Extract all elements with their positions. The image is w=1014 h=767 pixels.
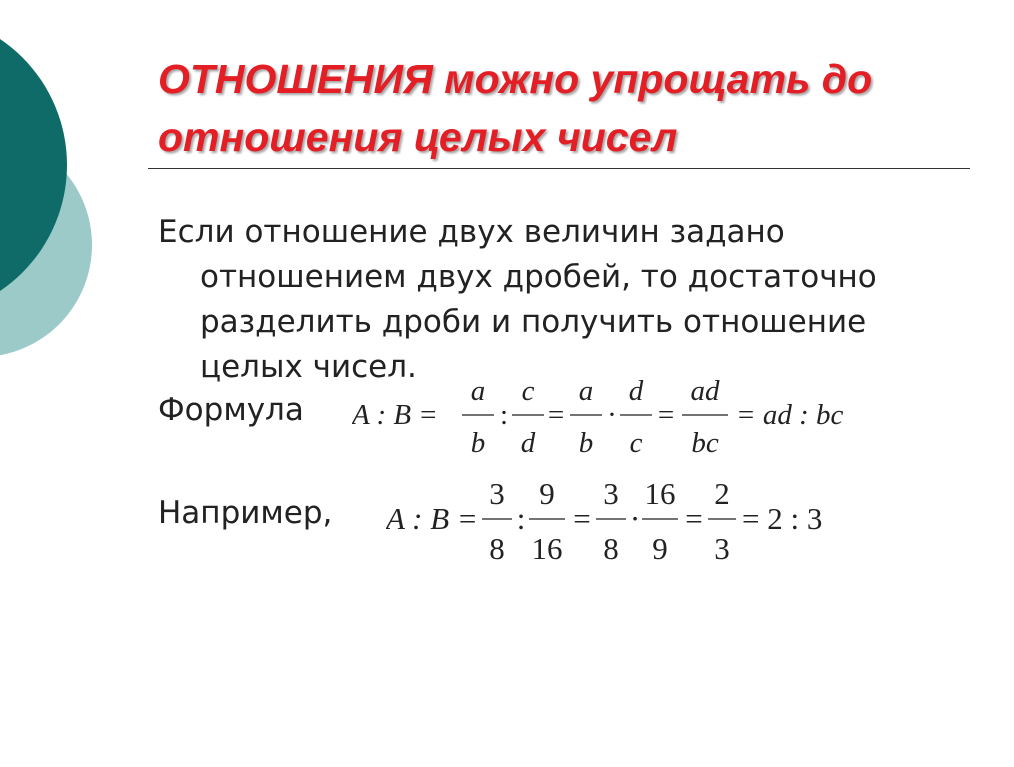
example-frac3-num: 3 — [603, 476, 619, 511]
formula-frac5-num: ad — [690, 375, 720, 407]
title-line-2: отношения целых чисел — [158, 114, 678, 160]
example-frac1-den: 8 — [489, 531, 505, 566]
example-eq-2: = — [685, 501, 703, 536]
body-line-2: отношением двух дробей, то достаточно — [200, 259, 877, 295]
general-formula — [352, 370, 892, 465]
example-frac3-den: 8 — [603, 531, 619, 566]
title-line-1: ОТНОШЕНИЯ можно упрощать до — [158, 56, 873, 102]
formula-frac3-num: a — [578, 375, 594, 407]
example-formula — [386, 471, 846, 571]
example-frac2-num: 9 — [539, 476, 555, 511]
decorative-circles — [0, 0, 110, 420]
example-frac5-num: 2 — [714, 476, 730, 511]
example-frac1-num: 3 — [489, 476, 505, 511]
example-op-multiply: · — [629, 501, 641, 536]
example-op-divide: : — [516, 501, 526, 536]
body-line-1: Если отношение двух величин задано — [158, 214, 785, 250]
body-paragraph — [158, 210, 978, 390]
example-frac4-den: 9 — [652, 531, 668, 566]
example-frac4-num: 16 — [644, 476, 676, 511]
formula-eq-1: = — [547, 399, 565, 431]
example-frac5-den: 3 — [714, 531, 730, 566]
formula-frac1-den: b — [470, 427, 486, 459]
title-divider — [148, 168, 970, 169]
slide-title — [158, 50, 978, 166]
formula-frac2-num: c — [521, 375, 535, 407]
example-rhs: = 2 : 3 — [742, 501, 823, 536]
example-label: Например, — [158, 495, 333, 531]
formula-frac4-den: c — [629, 427, 643, 459]
formula-lhs: A : B = — [352, 399, 438, 431]
formula-frac2-den: d — [520, 427, 536, 459]
example-eq-1: = — [573, 501, 591, 536]
formula-op-multiply: · — [607, 399, 617, 431]
formula-frac1-num: a — [470, 375, 486, 407]
body-line-3: разделить дроби и получить отношение — [200, 304, 867, 340]
formula-eq-2: = — [657, 399, 675, 431]
formula-op-divide: : — [499, 399, 509, 431]
formula-frac3-den: b — [578, 427, 594, 459]
body-line-4: целых чисел. — [200, 349, 417, 385]
formula-label: Формула — [158, 392, 304, 428]
formula-frac5-den: bc — [691, 427, 719, 459]
example-lhs: A : B = — [386, 501, 478, 536]
example-frac2-den: 16 — [531, 531, 563, 566]
formula-frac4-num: d — [628, 375, 644, 407]
formula-rhs: = ad : bc — [736, 399, 844, 431]
